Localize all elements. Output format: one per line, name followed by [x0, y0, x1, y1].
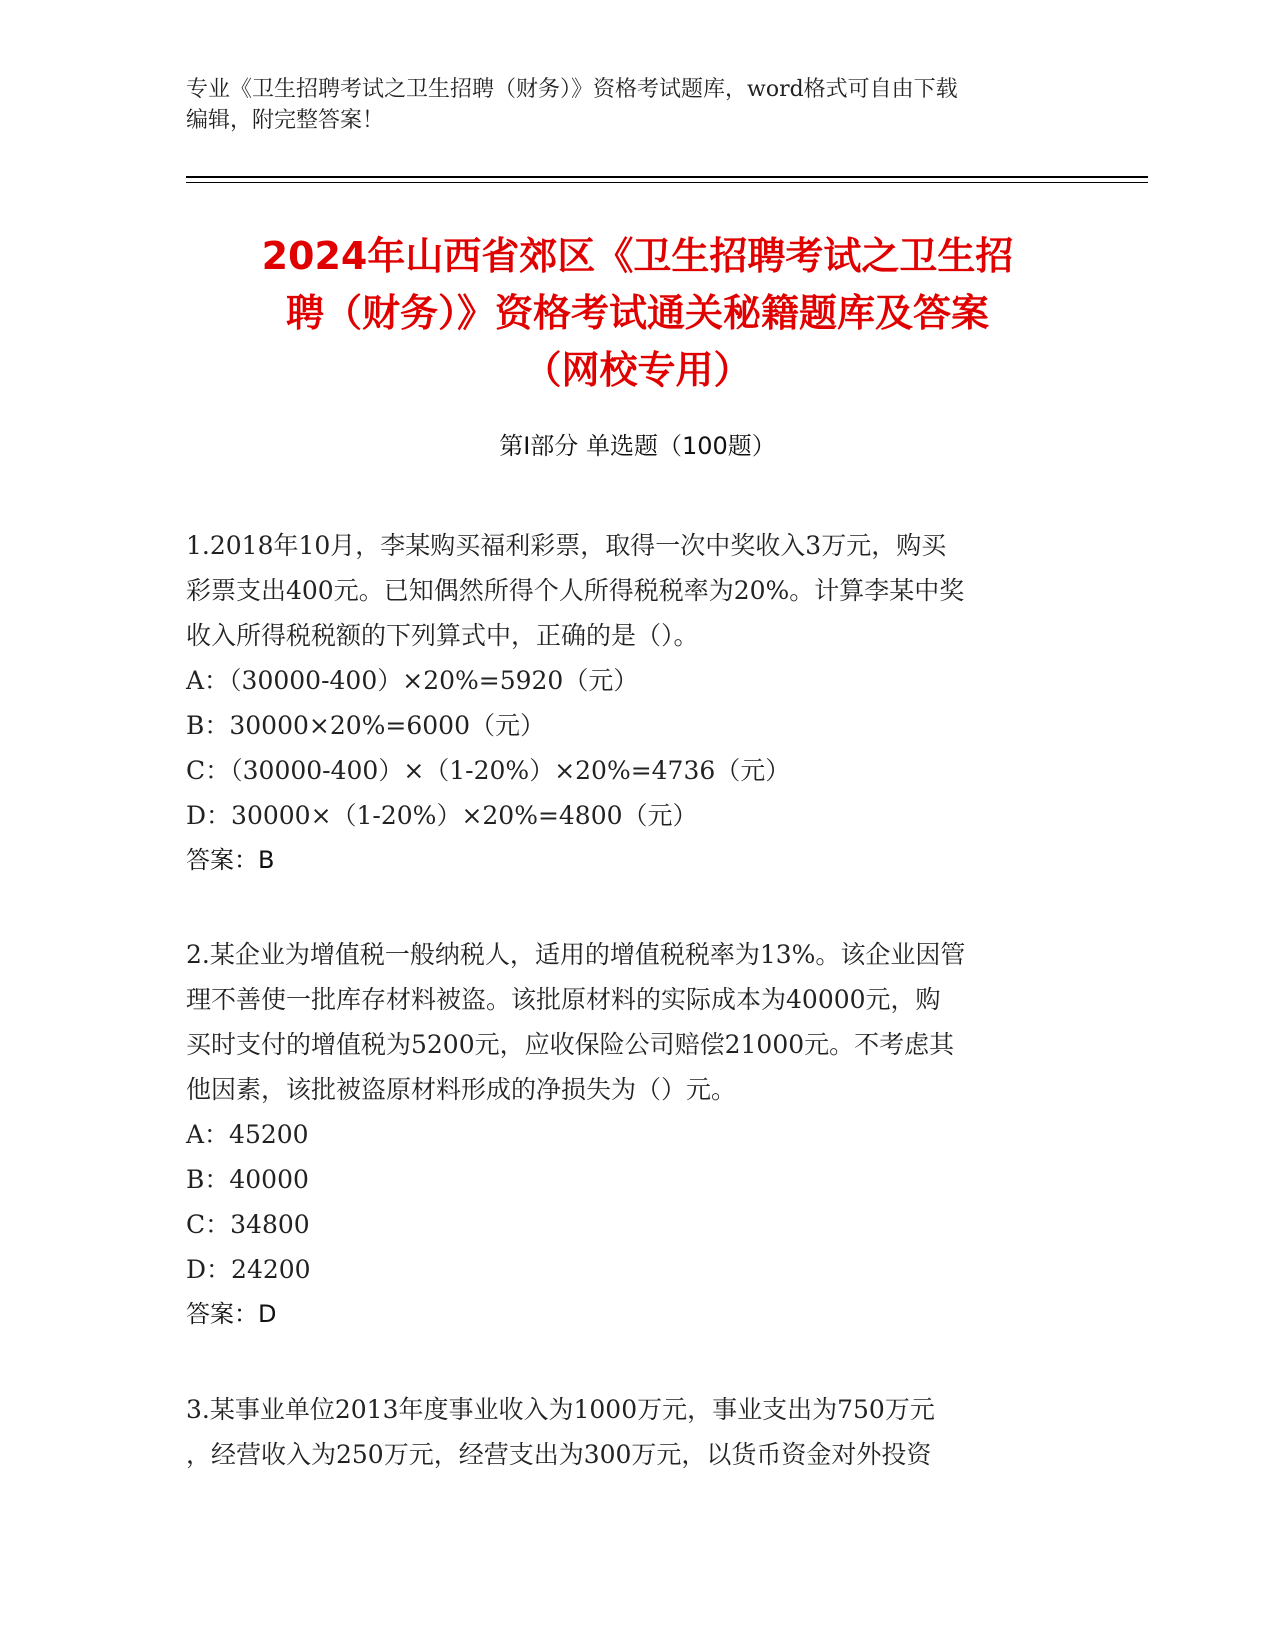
option-d: D：30000×（1-20%）×20%=4800（元）	[186, 801, 698, 830]
header-note-line-1: 专业《卫生招聘考试之卫生招聘（财务）》资格考试题库，word格式可自由下载	[186, 77, 958, 102]
document-title-line-3: （网校专用）	[523, 348, 752, 392]
question-stem-line: 收入所得税税额的下列算式中，正确的是（）。	[186, 621, 699, 650]
option-a: A：（30000-400）×20%=5920（元）	[186, 666, 639, 695]
option-c: C：34800	[186, 1210, 310, 1239]
question-stem-line: 他因素，该批被盗原材料形成的净损失为（）元。	[186, 1075, 737, 1104]
question-stem-line: 买时支付的增值税为5200元，应收保险公司赔偿21000元。不考虑其	[186, 1030, 955, 1059]
answer: 答案：B	[186, 846, 275, 874]
question-2	[186, 932, 1086, 1337]
document-title-line-1: 2024年山西省郊区《卫生招聘考试之卫生招	[261, 234, 1014, 278]
question-stem-line: 2.某企业为增值税一般纳税人，适用的增值税税率为13%。该企业因管	[186, 940, 966, 969]
document-title	[186, 228, 1089, 399]
option-a: A：45200	[186, 1120, 309, 1149]
option-d: D：24200	[186, 1255, 311, 1284]
question-stem-line: 1.2018年10月，李某购买福利彩票，取得一次中奖收入3万元，购买	[186, 531, 947, 560]
question-3	[186, 1387, 1086, 1477]
header-note-line-2: 编辑，附完整答案！	[186, 108, 385, 133]
question-stem-line: 3.某事业单位2013年度事业收入为1000万元，事业支出为750万元	[186, 1395, 935, 1424]
header-note	[186, 74, 1086, 136]
option-b: B：40000	[186, 1165, 309, 1194]
option-c: C：（30000-400）×（1-20%）×20%=4736（元）	[186, 756, 791, 785]
header-divider-thick	[186, 176, 1148, 178]
section-title: 第Ⅰ部分 单选题（100题）	[499, 432, 776, 460]
question-1	[186, 523, 1086, 883]
question-stem-line: 彩票支出400元。已知偶然所得个人所得税税率为20%。计算李某中奖	[186, 576, 965, 605]
answer: 答案：D	[186, 1300, 277, 1328]
header-divider-thin	[186, 182, 1148, 183]
option-b: B：30000×20%=6000（元）	[186, 711, 545, 740]
question-stem-line: 理不善使一批库存材料被盗。该批原材料的实际成本为40000元，购	[186, 985, 941, 1014]
question-stem-line: ，经营收入为250万元，经营支出为300万元，以货币资金对外投资	[186, 1440, 932, 1469]
document-title-line-2: 聘（财务）》资格考试通关秘籍题库及答案	[285, 291, 989, 335]
